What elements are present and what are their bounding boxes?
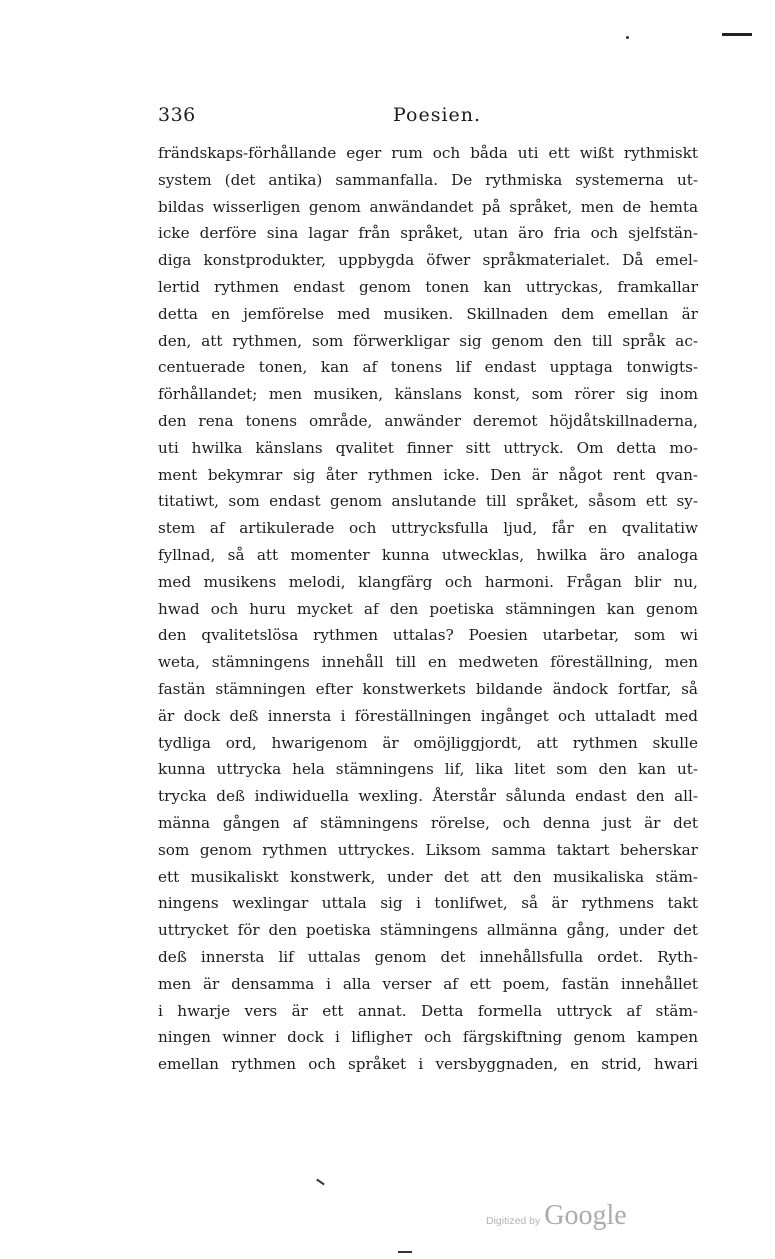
running-title: Poesien. [393,104,482,126]
text-line: deß innersta lif uttalas genom det innehållsfulla ordet. Ryth- [158,947,698,966]
text-line: den qvalitetslösa rythmen uttalas? Poesien utarbetar, som wi [158,626,698,645]
text-line: trycka deß indiwiduella wexling. Återstår sålunda endast den all- [158,787,698,806]
text-line: ningens wexlingar uttala sig i tonlifwet, så är rythmens takt [158,894,698,913]
text-line: icke derföre sina lagar från språket, utan äro fria och sjelfstän- [158,224,698,243]
text-line: centuerade tonen, kan af tonens lif endast upptaga tonwigts- [158,358,698,377]
digitization-watermark [486,1200,627,1232]
text-line: kunna uttrycka hela stämningens lif, lika litet som den kan ut- [158,760,698,779]
text-line: i hwarje vers är ett annat. Detta formella uttryck af stäm- [158,1001,698,1020]
text-line: men är densamma i alla verser af ett poem, fastän innehållet [158,974,698,993]
text-line: system (det antika) sammanfalla. De rythmiska systemerna ut- [158,170,698,189]
text-line: uttrycket för den poetiska stämningens allmänna gång, under det [158,921,698,940]
text-line: uti hwilka känslans qvalitet finner sitt uttryck. Om detta mo- [158,438,698,457]
text-line: emellan rythmen och språket i versbyggnaden, en strid, hwari [158,1055,698,1074]
scan-edge-mark [722,33,752,36]
scan-speck [626,36,629,39]
text-line: med musikens melodi, klangfärg och harmoni. Frågan blir nu, [158,572,698,591]
text-line: den, att rythmen, som förwerkligar sig genom den till språk ac- [158,331,698,350]
body-text [158,140,698,1078]
page-number: 336 [158,104,196,126]
text-line: frändskaps-förhållande eger rum och båda uti ett wißt rythmiskt [158,144,698,162]
text-line: diga konstprodukter, uppbygda öfwer språkmaterialet. Då emel- [158,251,698,270]
text-line: bildas wisserligen genom anwändandet på språket, men de hemta [158,197,698,216]
text-line: fyllnad, så att momenter kunna utwecklas, hwilka äro analoga [158,545,698,564]
text-line: som genom rythmen uttryckes. Liksom samma taktart beherskar [158,840,698,859]
text-line: titatiwt, som endast genom anslutande till språket, såsom ett sy- [158,492,698,511]
text-line: är dock deß innersta i föreställningen ingånget och uttaladt med [158,706,698,725]
text-line: stem af artikulerade och uttrycksfulla ljud, får en qvalitatiw [158,519,698,538]
text-line: hwad och huru mycket af den poetiska stämningen kan genom [158,599,698,618]
watermark-caption: Digitized by [486,1215,541,1227]
scan-speck [316,1179,325,1186]
text-line: ningen winner dock i lifligheт och färgskiftning genom kampen [158,1028,698,1047]
text-line: fastän stämningen efter konstwerkets bildande ändock fortfar, så [158,679,698,698]
text-line: männa gången af stämningens rörelse, och denna just är det [158,813,698,832]
text-line: detta en jemförelse med musiken. Skillnaden dem emellan är [158,304,698,323]
text-line: ett musikaliskt konstwerk, under det att den musikaliska stäm- [158,867,698,886]
google-logo: Google [544,1200,627,1231]
text-line: ment bekymrar sig åter rythmen icke. Den är något rent qvan- [158,465,698,484]
text-line: weta, stämningens innehåll till en medweten föreställning, men [158,653,698,672]
text-line: tydliga ord, hwarigenom är omöjliggjordt, att rythmen skulle [158,733,698,752]
scan-speck [398,1251,412,1253]
text-line: förhållandet; men musiken, känslans konst, som rörer sig inom [158,385,698,404]
text-line: lertid rythmen endast genom tonen kan uttryckas, framkallar [158,277,698,296]
text-line: den rena tonens område, anwänder deremot höjdåtskillnaderna, [158,411,698,430]
